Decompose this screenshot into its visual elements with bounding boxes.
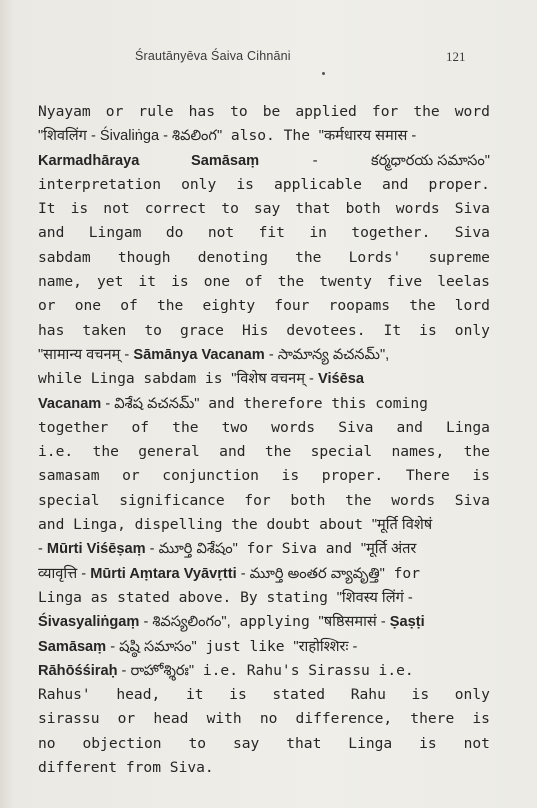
text-run: to — [221, 200, 239, 218]
text-run: Rahus' — [38, 686, 91, 704]
text-run: is — [171, 273, 189, 291]
text-run: Samāsaṃ — [190, 152, 260, 169]
text-run: Ṣaṣṭi — [389, 614, 425, 631]
text-line — [38, 635, 490, 659]
text-run: There — [405, 467, 450, 485]
text-run: the — [92, 443, 119, 461]
text-run: of — [120, 297, 138, 315]
text-run: is — [236, 175, 254, 193]
text-line — [38, 392, 490, 416]
text-run: with — [206, 710, 242, 728]
text-run: it — [138, 273, 156, 291]
text-run: both — [345, 200, 381, 218]
text-run: व्यावृत्ति - — [38, 565, 91, 582]
text-run: lord — [454, 297, 490, 315]
text-run: for Siva and — [237, 540, 361, 558]
text-run: words — [271, 418, 316, 436]
text-run: to — [188, 734, 207, 752]
text-line — [38, 246, 490, 270]
text-run: not — [463, 734, 490, 752]
text-line — [38, 100, 490, 124]
text-run: is — [70, 200, 89, 218]
text-run: Linga — [446, 418, 490, 436]
text-run: name, — [38, 273, 82, 291]
text-line — [38, 610, 490, 634]
text-run: "सामान्य वचनम् - — [38, 346, 134, 363]
text-run: sirassu — [38, 710, 100, 728]
text-run: one — [74, 297, 102, 315]
text-run: "शिवस्य लिंगं - — [336, 589, 413, 606]
text-line — [38, 562, 490, 586]
text-run: the — [277, 273, 305, 291]
text-run: say — [232, 734, 260, 752]
text-run: - రాహోశ్శిరః" — [117, 662, 195, 679]
text-run: that — [286, 734, 322, 752]
text-line — [38, 683, 490, 707]
text-run: samasam — [38, 467, 100, 485]
text-run: not — [103, 200, 130, 218]
text-run: denoting — [197, 248, 268, 266]
text-run: Linga — [348, 734, 393, 752]
text-run: has — [38, 321, 65, 339]
text-run: yet — [97, 273, 124, 291]
text-run: also. The — [222, 127, 319, 145]
text-run: and — [382, 175, 409, 193]
text-run: is — [419, 734, 437, 752]
text-run: "राहोश्शिरः - — [293, 638, 358, 655]
text-run: for — [371, 103, 399, 120]
text-run: or — [38, 297, 56, 315]
text-run: and — [396, 418, 423, 436]
text-run: only — [181, 175, 217, 193]
text-run: devotees. — [286, 321, 366, 339]
text-run: though — [117, 248, 171, 266]
text-run: not — [207, 224, 235, 242]
text-run: do — [165, 224, 184, 242]
text-run: five — [386, 273, 423, 291]
text-run: of — [131, 418, 150, 436]
text-run: Siva — [454, 200, 490, 218]
text-run: applying — [230, 613, 319, 631]
text-line — [38, 513, 490, 537]
text-run: Viśēsa — [317, 371, 364, 388]
text-run: head, — [116, 686, 161, 704]
text-line — [38, 343, 490, 367]
text-run: no — [38, 734, 56, 752]
text-run: to — [230, 103, 248, 120]
text-run: head — [153, 710, 189, 728]
text-run: special — [38, 491, 100, 509]
text-run: and Linga, dispelling the doubt about — [38, 516, 372, 534]
text-run: the — [409, 297, 436, 315]
text-run: be — [262, 103, 281, 120]
text-run: is — [472, 467, 490, 485]
text-run: four — [274, 297, 310, 315]
text-run: is — [229, 686, 247, 704]
page-number: 121 — [446, 49, 466, 64]
text-line — [38, 464, 490, 488]
text-run: names, — [391, 443, 445, 461]
text-run: కర్మధారయ సమాసం" — [371, 152, 490, 169]
text-run: only — [454, 686, 490, 704]
text-line — [38, 367, 490, 391]
text-run: It — [383, 321, 402, 339]
text-run: - శివస్యలింగం", — [139, 614, 231, 631]
text-line — [38, 537, 490, 561]
text-run: is — [281, 467, 300, 485]
text-run: or — [117, 710, 136, 728]
text-line — [38, 586, 490, 610]
text-run: "कर्मधारय समास - — [318, 128, 417, 145]
text-run: word — [454, 103, 490, 120]
text-run: Siva — [338, 418, 374, 436]
text-run: It — [38, 200, 56, 218]
text-line — [38, 124, 490, 148]
text-run: words — [391, 491, 436, 509]
text-run: fit — [258, 224, 285, 242]
text-run: the — [264, 443, 292, 461]
text-run: the — [413, 103, 440, 120]
text-run: to — [144, 321, 162, 339]
text-run: rule — [138, 103, 174, 120]
text-run: only — [454, 321, 490, 339]
text-run: is — [419, 321, 437, 339]
text-run: or — [122, 467, 140, 485]
text-run: grace — [180, 321, 224, 339]
text-run: for — [384, 564, 420, 582]
print-mark — [322, 72, 325, 75]
text-run: - — [38, 541, 47, 558]
text-run: - విశేష వచనమ్" — [101, 395, 200, 412]
text-line — [38, 173, 490, 197]
text-line — [38, 707, 490, 731]
text-run: roopams — [328, 297, 391, 315]
text-run: and — [38, 224, 65, 242]
text-run: taken — [82, 321, 127, 339]
text-line — [38, 756, 490, 780]
text-run: and — [219, 443, 246, 461]
text-run: stated — [272, 686, 326, 704]
text-run: Siva — [454, 491, 490, 509]
text-run: leelas — [437, 273, 490, 291]
text-run: it — [185, 686, 204, 704]
text-run: proper. — [321, 467, 384, 485]
text-run: Mūrti Viśēṣaṃ — [46, 541, 146, 558]
text-line — [38, 416, 490, 440]
text-run: the — [295, 248, 322, 266]
text-run: - మూర్తి విశేషం" — [145, 541, 238, 558]
text-run: Linga as stated above. By stating — [38, 588, 337, 606]
text-run: significance — [119, 491, 225, 509]
text-run: has — [188, 103, 215, 120]
text-run: that — [295, 200, 331, 218]
text-run: objection — [82, 734, 162, 752]
text-run: while Linga sabdam is — [38, 370, 232, 388]
text-line — [38, 489, 490, 513]
text-line — [38, 732, 490, 756]
body-paragraph — [38, 100, 490, 780]
text-run: Śivasyaliṅgaṃ — [38, 614, 140, 631]
text-run: - సామాన్య వచనమ్", — [264, 346, 390, 363]
text-run: two — [221, 418, 249, 436]
text-run: "मूर्ति विशेषं — [371, 517, 433, 534]
text-run: one — [203, 273, 231, 291]
text-run: for — [244, 491, 271, 509]
text-run: just like — [196, 637, 294, 655]
text-line — [38, 221, 490, 245]
text-run: Vacanam — [38, 395, 102, 412]
text-run: Rāhōśśiraḥ — [38, 662, 118, 679]
text-run: twenty — [319, 273, 372, 291]
text-run: Lords' — [348, 248, 402, 266]
text-run: and therefore this coming — [199, 394, 428, 412]
text-line — [38, 197, 490, 221]
text-run: "मूर्ति अंतर — [360, 541, 417, 558]
text-line — [38, 440, 490, 464]
text-run: Siva — [454, 224, 490, 242]
text-run: "षष्ठिसमासं - — [318, 614, 390, 631]
text-run: the — [345, 491, 372, 509]
text-run: together. — [351, 224, 431, 242]
text-line — [38, 659, 490, 683]
text-run: difference, — [295, 710, 393, 728]
running-title: Śrautānyēva Śaiva Cihnāni — [135, 49, 291, 63]
text-run: His — [242, 321, 269, 339]
text-run: conjunction — [162, 467, 259, 485]
text-run: Mūrti Aṃtara Vyāvṛtti — [90, 565, 237, 582]
text-run: - — [310, 151, 320, 169]
text-run: Lingam — [88, 224, 142, 242]
text-run: general — [138, 443, 200, 461]
text-line — [38, 149, 490, 173]
text-line — [38, 270, 490, 294]
text-run: is — [472, 710, 490, 728]
text-run: "शिवलिंग - Śivaliṅga - శివలింగ" — [38, 128, 223, 145]
text-run: different from Siva. — [38, 759, 214, 777]
page-header — [0, 49, 537, 69]
text-run: of — [245, 273, 263, 291]
text-run: together — [38, 418, 109, 436]
text-run: the — [172, 418, 199, 436]
text-run: the — [156, 297, 184, 315]
text-run: correct — [144, 200, 207, 218]
text-run: there — [410, 710, 455, 728]
text-run: words — [395, 200, 440, 218]
text-run: special — [310, 443, 373, 461]
text-run: proper. — [428, 175, 490, 193]
text-run: sabdam — [38, 248, 91, 266]
text-run: - మూర్తి అంతర వ్యావృత్తి" — [236, 565, 385, 582]
text-run: i.e. — [38, 443, 74, 461]
text-run: Karmadhāraya — [38, 152, 140, 169]
text-run: Nyayam — [38, 103, 91, 120]
text-run: applied — [295, 103, 357, 120]
text-line — [38, 319, 490, 343]
text-run: supreme — [428, 248, 490, 266]
text-run: i.e. Rahu's Sirassu i.e. — [194, 661, 414, 679]
text-run: Samāsaṃ — [38, 638, 107, 655]
text-run: no — [259, 710, 278, 728]
text-run: eighty — [202, 297, 256, 315]
text-run: applicable — [274, 175, 362, 193]
text-run: the — [463, 443, 490, 461]
text-run: - షష్ఠి సమాసం" — [106, 638, 197, 655]
text-run: interpretation — [38, 175, 162, 193]
text-run: Rahu — [350, 686, 386, 704]
text-run: Sāmānya Vacanam — [133, 346, 265, 363]
text-line — [38, 294, 490, 318]
text-run: say — [253, 200, 281, 218]
text-run: both — [290, 491, 326, 509]
text-run: "विशेष वचनम् - — [231, 371, 318, 388]
text-run: in — [309, 224, 327, 242]
text-run: is — [411, 686, 430, 704]
text-run: or — [105, 103, 124, 120]
